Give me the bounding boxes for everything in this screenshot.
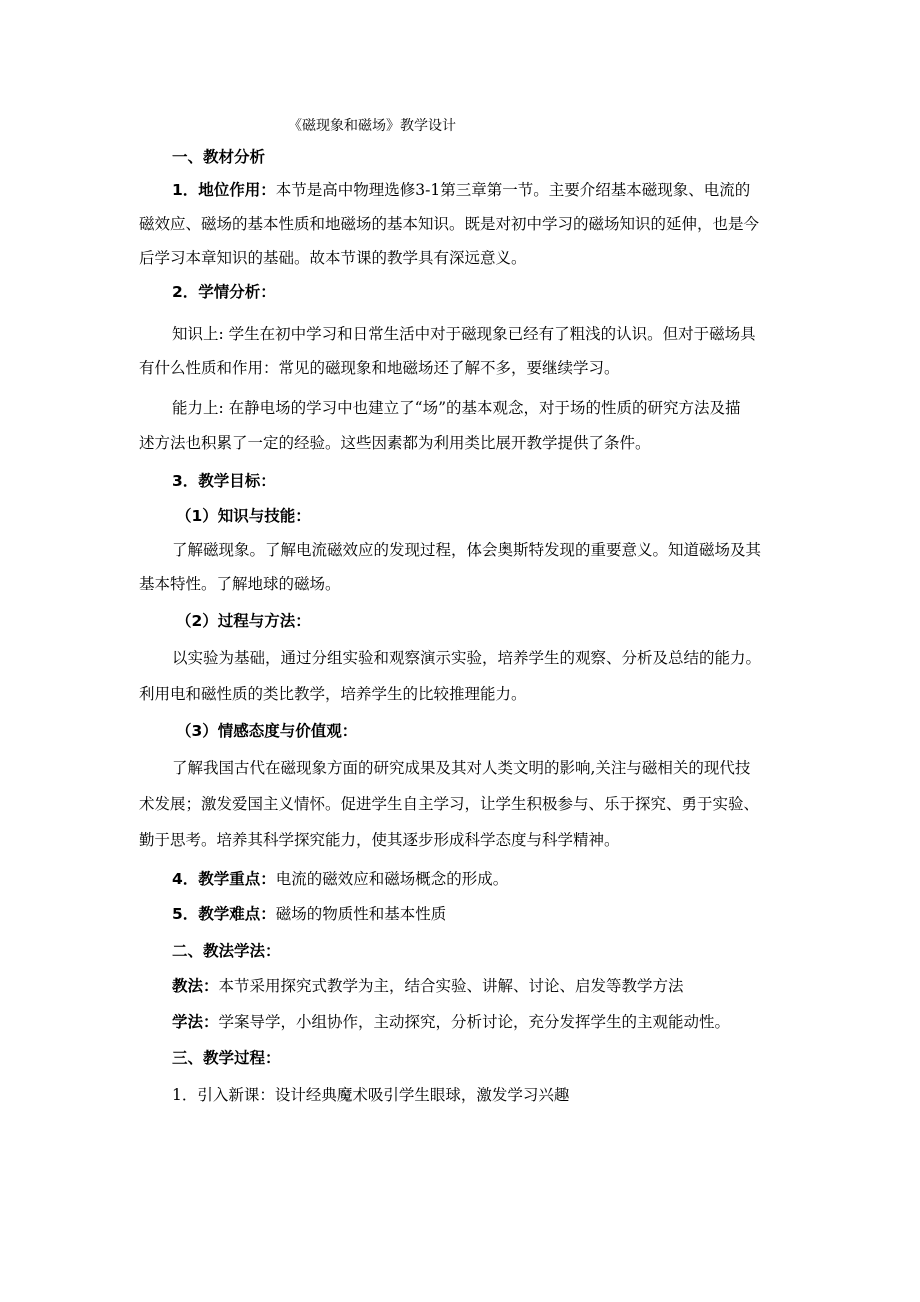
paragraph-position — [172, 180, 750, 200]
heading-teaching-goals: 3．教学目标： — [172, 472, 276, 490]
teaching-key-point — [172, 869, 508, 889]
label: 教法： — [172, 977, 219, 995]
section-heading-methods: 二、教法学法： — [172, 942, 281, 960]
paragraph-line: 有什么性质和作用：常见的磁现象和地磁场还了解不多，要继续学习。 — [139, 359, 620, 377]
paragraph-line: 利用电和磁性质的类比教学，培养学生的比较推理能力。 — [139, 685, 527, 703]
heading-attitude-values: （3）情感态度与价值观： — [176, 722, 358, 740]
text: 本节是高中物理选修3-1第三章第一节。主要介绍基本磁现象、电流的 — [275, 181, 751, 199]
paragraph-line: 了解磁现象。了解电流磁效应的发现过程，体会奥斯特发现的重要意义。知道磁场及其 — [172, 541, 762, 559]
label: 1．地位作用： — [172, 181, 276, 199]
paragraph-line: 知识上: 学生在初中学习和日常生活中对于磁现象已经有了粗浅的认识。但对于磁场具 — [172, 325, 756, 343]
text: 磁场的物质性和基本性质 — [275, 905, 447, 923]
paragraph-line: 以实验为基础，通过分组实验和观察演示实验，培养学生的观察、分析及总结的能力。 — [172, 649, 762, 667]
learning-method — [172, 1012, 730, 1032]
label: 4．教学重点： — [172, 870, 276, 888]
section-heading-analysis: 一、教材分析 — [172, 148, 266, 166]
heading-knowledge-skills: （1）知识与技能： — [176, 507, 311, 525]
heading-student-analysis: 2．学情分析： — [172, 283, 276, 301]
paragraph-line: 基本特性。了解地球的磁场。 — [139, 575, 341, 593]
teaching-method — [172, 976, 684, 996]
heading-process-methods: （2）过程与方法： — [176, 612, 311, 630]
label: 学法： — [172, 1013, 219, 1031]
teaching-difficulty — [172, 904, 446, 924]
paragraph-line: 磁效应、磁场的基本性质和地磁场的基本知识。既是对初中学习的磁场知识的延伸，也是今 — [139, 215, 760, 233]
text: 学案导学，小组协作，主动探究，分析讨论，充分发挥学生的主观能动性。 — [218, 1013, 731, 1031]
text: 电流的磁效应和磁场概念的形成。 — [275, 870, 509, 888]
document-title: 《磁现象和磁场》教学设计 — [288, 118, 456, 134]
section-heading-process: 三、教学过程： — [172, 1049, 281, 1067]
process-step-1: 1．引入新课：设计经典魔术吸引学生眼球，激发学习兴趣 — [172, 1086, 570, 1104]
paragraph-line: 述方法也积累了一定的经验。这些因素都为利用类比展开教学提供了条件。 — [139, 434, 651, 452]
paragraph-line: 术发展；激发爱国主义情怀。促进学生自主学习，让学生积极参与、乐于探究、勇于实验、 — [139, 795, 760, 813]
paragraph-line: 后学习本章知识的基础。故本节课的教学具有深远意义。 — [139, 249, 527, 267]
label: 5．教学难点： — [172, 905, 276, 923]
paragraph-line: 勤于思考。培养其科学探究能力，使其逐步形成科学态度与科学精神。 — [139, 831, 620, 849]
paragraph-line: 了解我国古代在磁现象方面的研究成果及其对人类文明的影响,关注与磁相关的现代技 — [172, 759, 751, 777]
paragraph-line: 能力上: 在静电场的学习中也建立了“场”的基本观念，对于场的性质的研究方法及描 — [172, 399, 741, 417]
text: 本节采用探究式教学为主，结合实验、讲解、讨论、启发等教学方法 — [218, 977, 684, 995]
